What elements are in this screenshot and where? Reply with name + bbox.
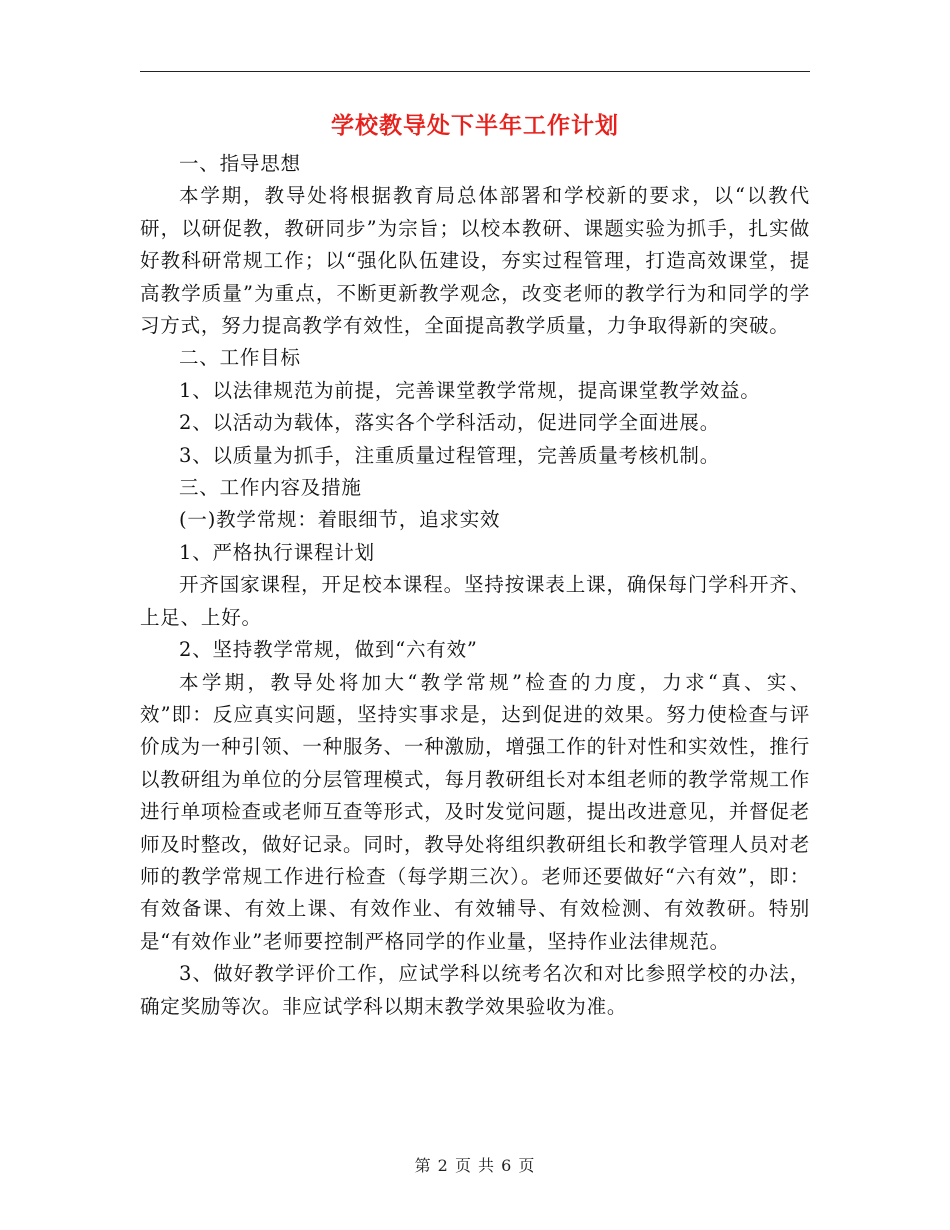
paragraph-six-effective: 本学期，教导处将加大“教学常规”检查的力度，力求“真、实、效”即：反应真实问题，坚持实事求是，达到促进的效果。努力使检查与评价成为一种引领、一种服务、一种激励，增强工作的针对性和实效性，推行以教研组为单位的分层管理模式，每月教研组长对本组老师的教学常规工作进行单项检查或老师互查等形式，及时发觉问题，提出改进意见，并督促老师及时整改，做好记录。同时，教导处将组织教研组长和教学管理人员对老师的教学常规工作进行检查（每学期三次）。老师还要做好“六有效”，即：有效备课、有效上课、有效作业、有效辅导、有效检测、有效教研。特别是“有效作业”老师要控制严格同学的作业量，坚持作业法律规范。 (140, 670, 810, 953)
subheading-teaching-routine: (一)教学常规：着眼细节，追求实效 (179, 508, 501, 532)
item-curriculum-plan: 1、严格执行课程计划 (179, 540, 375, 564)
heading-work-goals: 二、工作目标 (179, 346, 301, 370)
document-title: 学校教导处下半年工作计划 (331, 112, 619, 139)
heading-guiding-principle: 一、指导思想 (179, 152, 301, 175)
heading-work-content: 三、工作内容及措施 (179, 476, 362, 500)
item-teaching-evaluation: 3、做好教学评价工作，应试学科以统考名次和对比参照学校的办法，确定奖励等次。非应试学科以期末教学效果验收为准。 (140, 962, 810, 1018)
paragraph-curriculum-plan: 开齐国家课程，开足校本课程。坚持按课表上课，确保每门学科开齐、上足、上好。 (140, 573, 810, 629)
header-rule (140, 71, 810, 72)
page-number: 第 2 页 共 6 页 (414, 1156, 536, 1175)
goal-item-2: 2、以活动为载体，落实各个学科活动，促进同学全面进展。 (179, 411, 721, 435)
goal-item-3: 3、以质量为抓手，注重质量过程管理，完善质量考核机制。 (179, 443, 721, 467)
goal-item-1: 1、以法律规范为前提，完善课堂教学常规，提高课堂教学效益。 (179, 378, 761, 402)
paragraph-guiding-principle: 本学期，教导处将根据教育局总体部署和学校新的要求，以“以教代研，以研促教，教研同步”为宗旨；以校本教研、课题实验为抓手，扎实做好教科研常规工作；以“强化队伍建设，夯实过程管理，打造高效课堂，提高教学质量”为重点，不断更新教学观念，改变老师的教学行为和同学的学习方式，努力提高教学有效性，全面提高教学质量，力争取得新的突破。 (140, 184, 810, 338)
document-body (140, 148, 810, 1023)
item-six-effective: 2、坚持教学常规，做到“六有效” (179, 638, 478, 662)
